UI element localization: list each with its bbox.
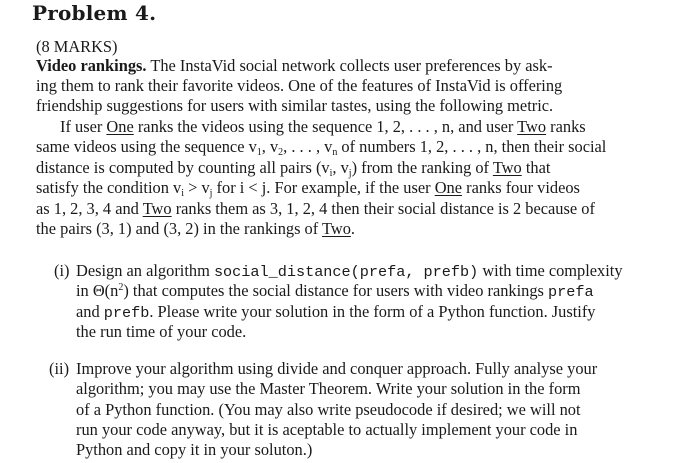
part-i-text: . Please write your solution in the form of a Python function. Justify (149, 302, 596, 321)
definition-text: ranks the videos using the sequence 1, 2, . . . , n, and user (133, 117, 518, 136)
part-ii-label: (ii) (49, 359, 70, 378)
subscript: j (209, 188, 213, 199)
part-ii-line-1 (76, 359, 597, 379)
part-i-line-4 (76, 322, 246, 342)
definition-text: as 1, 2, 3, 4 and (36, 199, 143, 218)
definition-text: , v (261, 137, 279, 156)
user-one-label: One (434, 178, 463, 197)
definition-text: same videos using the sequence v (36, 137, 257, 156)
marks-line (36, 37, 118, 57)
part-i-line-1 (76, 261, 623, 282)
intro-line-2 (36, 76, 562, 96)
definition-line-2 (36, 137, 606, 157)
part-ii-line-4 (76, 420, 577, 440)
intro-line-1 (36, 56, 553, 76)
section-heading: Video rankings. (36, 56, 147, 75)
definition-line-5 (36, 199, 595, 219)
function-signature-code: social_distance(prefa, prefb) (213, 263, 479, 281)
problem-title: Problem 4. (32, 1, 157, 25)
definition-text: for i < j. For example, if the user (212, 178, 435, 197)
definition-text: , . . . , v (283, 137, 333, 156)
definition-text: > v (184, 178, 210, 197)
definition-text: If user (60, 117, 107, 136)
part-ii-text: run your code anyway, but it is aceptable to actually implement your code in (76, 420, 578, 439)
part-ii-line-3 (76, 400, 581, 420)
part-i-text: ) that computes the social distance for users with video rankings (123, 281, 549, 300)
subscript: i (181, 188, 185, 199)
definition-text: satisfy the condition v (36, 178, 182, 197)
part-ii-text: algorithm; you may use the Master Theorem. Write your solution in the form (76, 379, 581, 398)
part-i-text: the run time of your code. (76, 322, 247, 341)
subscript: 1 (256, 147, 262, 158)
definition-text: , v (332, 158, 349, 177)
subscript: 2 (278, 147, 284, 158)
part-i-text: and (76, 302, 104, 321)
user-two-label: Two (322, 219, 351, 238)
subscript: n (332, 147, 338, 158)
definition-text: ) from the ranking of (351, 158, 493, 177)
subscript: j (348, 168, 352, 179)
prefb-code: prefb (103, 304, 150, 322)
part-ii-line-2 (76, 379, 580, 399)
intro-text-1: The InstaVid social network collects user preferences by ask- (150, 56, 553, 75)
intro-text-2: ing them to rank their favorite videos. One of the features of InstaVid is offering (36, 76, 563, 95)
definition-text: ranks four videos (462, 178, 580, 197)
definition-text: ranks them as 3, 1, 2, 4 then their social distance is 2 because of (171, 199, 595, 218)
part-ii-text: of a Python function. (You may also write pseudocode if desired; we will not (76, 400, 581, 419)
prefa-code: prefa (548, 283, 594, 301)
definition-text: the pairs (3, 1) and (3, 2) in the rankings of (36, 219, 323, 238)
intro-text-3: friendship suggestions for users with similar tastes, using the following metric. (36, 96, 554, 115)
definition-text: ranks (546, 117, 586, 136)
definition-text: that (521, 158, 551, 177)
definition-text: distance is computed by counting all pairs (v (36, 158, 330, 177)
user-two-label: Two (492, 158, 522, 177)
exponent: 2 (118, 282, 124, 293)
user-two-label: Two (517, 117, 547, 136)
definition-line-6 (36, 219, 355, 239)
definition-text: . (350, 219, 356, 238)
part-ii-text: Improve your algorithm using divide and conquer approach. Fully analyse your (76, 359, 598, 378)
user-two-label: Two (142, 199, 172, 218)
definition-line-3 (36, 158, 550, 178)
definition-text: of numbers 1, 2, . . . , n, then their social (337, 137, 607, 156)
user-one-label: One (106, 117, 134, 136)
marks-label: (8 MARKS) (36, 37, 118, 56)
part-i-label: (i) (54, 261, 70, 280)
part-i-line-3 (76, 302, 595, 323)
part-i-text: with time complexity (478, 261, 623, 280)
intro-line-3 (36, 96, 553, 116)
part-i-text: Design an algorithm (76, 261, 214, 280)
part-ii-line-5 (76, 440, 312, 460)
subscript: i (329, 168, 333, 179)
part-i-text: in Θ(n (76, 281, 119, 300)
definition-line-1 (60, 117, 586, 137)
part-ii-text: Python and copy it in your soluton.) (76, 440, 313, 459)
definition-line-4 (36, 178, 580, 198)
part-i-line-2 (76, 281, 594, 302)
